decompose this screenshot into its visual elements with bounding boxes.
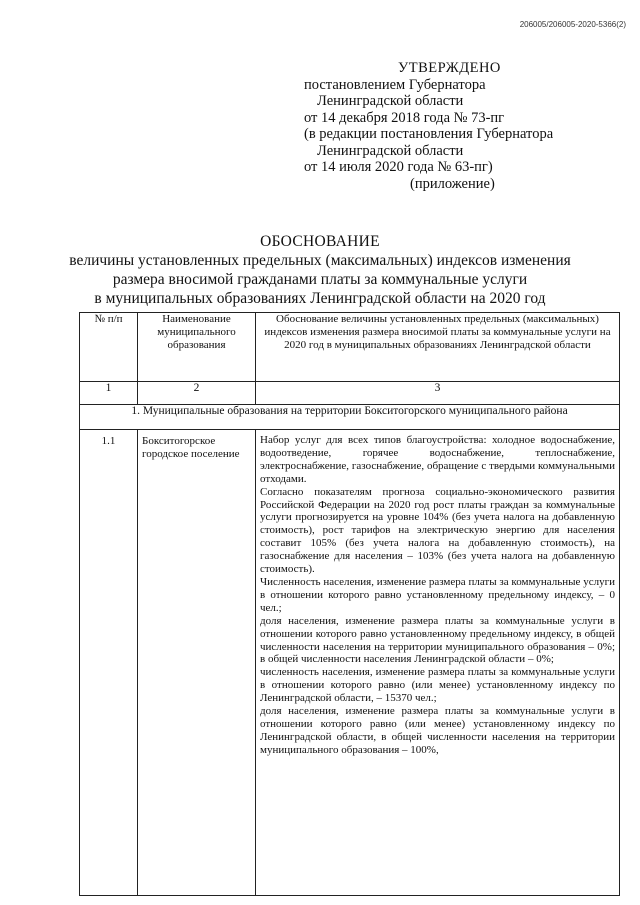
approval-line: от 14 декабря 2018 года № 73-пг bbox=[304, 109, 505, 126]
justification-paragraph: доля населения, изменение размера платы за коммунальные услуги в отношении которого равно (или менее) установленному индексу по Ленинградской области, в общей численности населения на территории муниципального образования – 100%, bbox=[260, 705, 615, 756]
justification-paragraph: Согласно показателям прогноза социально-экономического развития Российской Федерации на 2020 год рост платы граждан за коммунальные услуги прогнозируется на уровне 104% (без учета налога на добавленную стоимость), рост тарифов на электрическую энергию для населения составит 105% (без учета налога на добавленную стоимость), на газоснабжение для населения – 103% (без учета налога на добавленную стоимость). bbox=[260, 485, 615, 576]
table-header-row bbox=[80, 313, 620, 382]
header-number: № п/п bbox=[80, 313, 138, 382]
approval-line: Ленинградской области bbox=[317, 142, 464, 159]
column-number: 3 bbox=[256, 382, 620, 405]
header-justification: Обоснование величины установленных предельных (максимальных) индексов изменения размера вносимой платы за коммунальные услуги на 2020 год в муниципальных образованиях Ленинградской области bbox=[256, 313, 620, 382]
approval-line: от 14 июля 2020 года № 63-пг) bbox=[304, 159, 493, 175]
section-title: 1. Муниципальные образования на территории Бокситогорского муниципального района bbox=[80, 405, 620, 430]
approval-heading: УТВЕРЖДЕНО bbox=[398, 60, 501, 76]
table-row bbox=[80, 430, 620, 896]
justification-paragraph: численность населения, изменение размера платы за коммунальные услуги в отношении которого равно (или менее) установленному индексу по Ленинградской области, – 15370 чел.; bbox=[260, 666, 615, 705]
approval-line: (приложение) bbox=[410, 175, 495, 192]
column-number-row bbox=[80, 382, 620, 405]
header-municipality: Наименование муниципального образования bbox=[138, 313, 256, 382]
row-justification-text bbox=[256, 430, 620, 896]
title-line: размера вносимой гражданами платы за коммунальные услуги bbox=[112, 271, 528, 288]
title-main: ОБОСНОВАНИЕ bbox=[260, 233, 380, 250]
column-number: 2 bbox=[138, 382, 256, 405]
title-line: величины установленных предельных (максимальных) индексов изменения bbox=[69, 252, 571, 269]
justification-table bbox=[79, 312, 620, 896]
column-number: 1 bbox=[80, 382, 138, 405]
approval-line: (в редакции постановления Губернатора bbox=[304, 126, 554, 142]
approval-line: постановлением Губернатора bbox=[304, 76, 486, 93]
justification-paragraph: Численность населения, изменение размера платы за коммунальные услуги в отношении которого равно установленному предельному индексу, – 0 чел.; bbox=[260, 575, 615, 614]
justification-paragraph: доля населения, изменение размера платы за коммунальные услуги в отношении которого равно установленному предельному индексу, в общей численности населения на территории муниципального образования – 0%; в общей численности населения Ленинградской области – 0%; bbox=[260, 614, 615, 666]
title-line: в муниципальных образованиях Ленинградской области на 2020 год bbox=[94, 290, 546, 307]
approval-block bbox=[302, 60, 602, 192]
row-number: 1.1 bbox=[80, 430, 138, 896]
approval-line: Ленинградской области bbox=[317, 93, 464, 109]
document-id-stamp: 206005/206005-2020-5366(2) bbox=[519, 20, 626, 29]
document-title bbox=[0, 232, 640, 308]
row-municipality-name: Бокситогорское городское поселение bbox=[138, 430, 256, 896]
justification-paragraph: Набор услуг для всех типов благоустройства: холодное водоснабжение, водоотведение, горячее водоснабжение, теплоснабжение, электроснабжение, газоснабжение, обращение с твердыми коммунальными отходами. bbox=[260, 434, 615, 485]
section-row bbox=[80, 405, 620, 430]
